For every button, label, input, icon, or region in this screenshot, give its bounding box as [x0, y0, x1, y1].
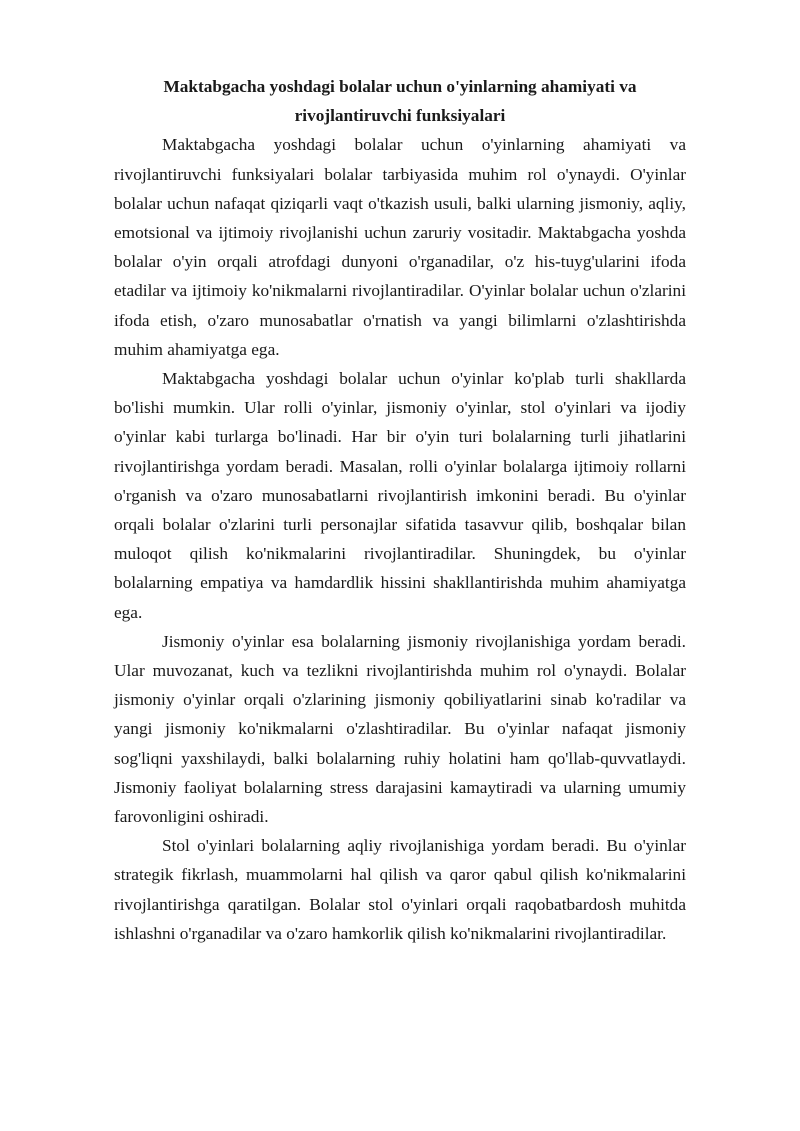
paragraph-1: Maktabgacha yoshdagi bolalar uchun o'yinlarning ahamiyati va rivojlantiruvchi funksiyalari bolalar tarbiyasida muhim rol o'ynaydi. O'yinlar bolalar uchun nafaqat qiziqarli vaqt o'tkazish usuli, balki ularning jismoniy, aqliy, emotsional va ijtimoiy rivojlanishi uchun zaruriy vositadir. Maktabgacha yoshda bolalar o'yin orqali atrofdagi dunyoni o'rganadilar, o'z his-tuyg'ularini ifoda etadilar va ijtimoiy ko'nikmalarni rivojlantiradilar. O'yinlar bolalar uchun o'zlarini ifoda etish, o'zaro munosabatlar o'rnatish va yangi bilimlarni o'zlashtirishda muhim ahamiyatga ega.	[114, 135, 686, 359]
paragraph-4: Stol o'yinlari bolalarning aqliy rivojlanishiga yordam beradi. Bu o'yinlar strategik fikrlash, muammolarni hal qilish va qaror qabul qilish ko'nikmalarini rivojlantirishga qaratilgan. Bolalar stol o'yinlari orqali raqobatbardosh muhitda ishlashni o'rganadilar va o'zaro hamkorlik qilish ko'nikmalarini rivojlantiradilar.	[114, 836, 686, 943]
title-line-1: Maktabgacha yoshdagi bolalar uchun o'yinlarning ahamiyati va	[163, 77, 637, 96]
title-line-2: rivojlantiruvchi funksiyalari	[294, 106, 506, 126]
paragraph-2: Maktabgacha yoshdagi bolalar uchun o'yinlar ko'plab turli shakllarda bo'lishi mumkin. Ular rolli o'yinlar, jismoniy o'yinlar, stol o'yinlari va ijodiy o'yinlar kabi turlarga bo'linadi. Har bir o'yin turi bolalarning turli jihatlarini rivojlantirishga yordam beradi. Masalan, rolli o'yinlar bolalarga ijtimoiy rollarni o'rganish va o'zaro munosabatlarni rivojlantirish imkonini beradi. Bu o'yinlar orqali bolalar o'zlarini turli personajlar sifatida tasavvur qilib, boshqalar bilan muloqot qilish ko'nikmalarini rivojlantiradilar. Shuningdek, bu o'yinlar bolalarning empatiya va hamdardlik hissini shakllantirishda muhim ahamiyatga ega.	[114, 369, 686, 622]
document-title	[114, 72, 686, 130]
document-body	[114, 72, 686, 948]
paragraph-3: Jismoniy o'yinlar esa bolalarning jismoniy rivojlanishiga yordam beradi. Ular muvozanat, kuch va tezlikni rivojlantirishda muhim rol o'ynaydi. Bolalar jismoniy o'yinlar orqali o'zlarining jismoniy qobiliyatlarini sinab ko'radilar va yangi jismoniy ko'nikmalarni o'zlashtiradilar. Bu o'yinlar nafaqat jismoniy sog'liqni yaxshilaydi, balki bolalarning ruhiy holatini ham qo'llab-quvvatlaydi. Jismoniy faoliyat bolalarning stress darajasini kamaytiradi va ularning umumiy farovonligini oshiradi.	[114, 631, 686, 827]
